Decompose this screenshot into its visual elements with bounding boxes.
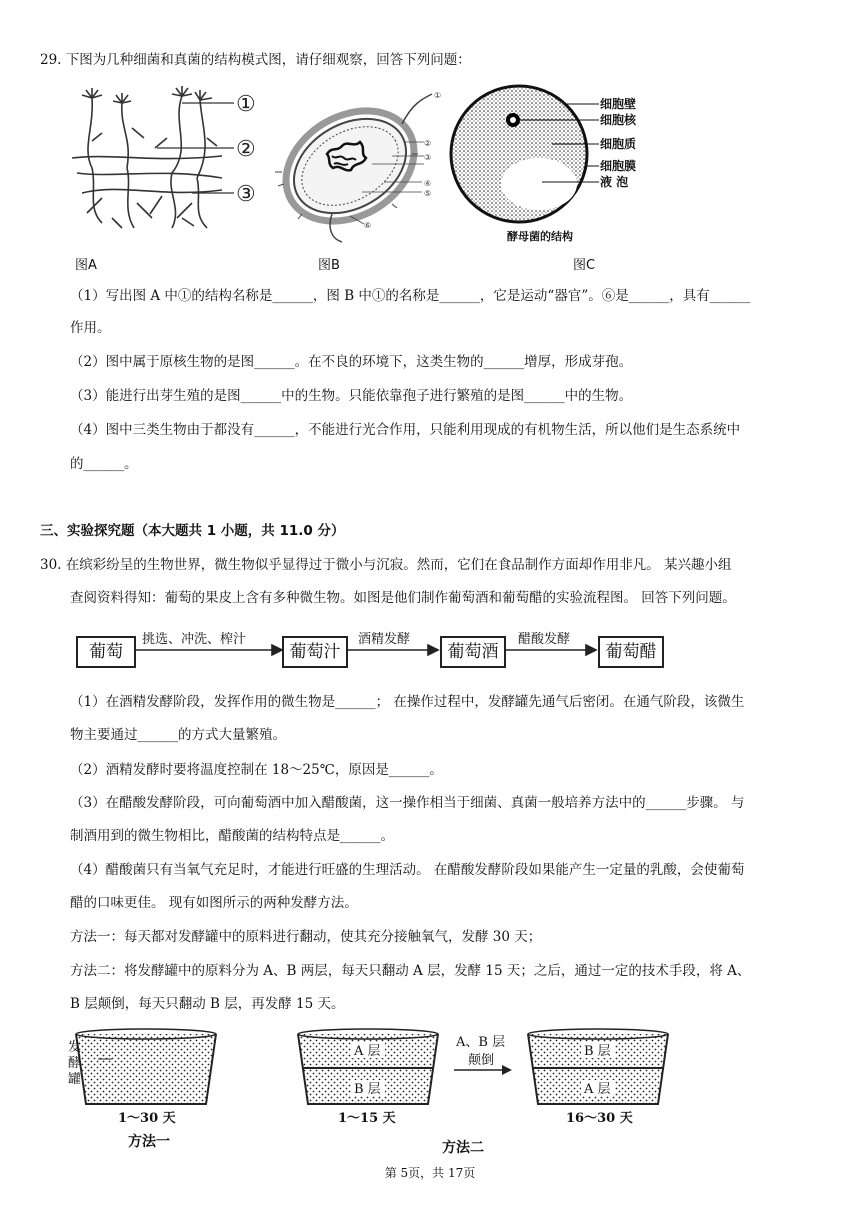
figc-vacuole: 液 泡 [600, 175, 629, 189]
q30-sub3-line1: （3）在醋酸发酵阶段，可向葡萄酒中加入醋酸菌，这一操作相当于细菌、真菌一般培养方法中的______步骤。 与 [70, 795, 745, 811]
q30-stem-line2: 查阅资料得知：葡萄的果皮上含有多种微生物。如图是他们制作葡萄酒和葡萄醋的实验流程图。 回答下列问题。 [70, 590, 736, 606]
section-title: 三、实验探究题（本大题共 1 小题，共 11.0 分） [40, 523, 345, 539]
flow-step-2: 酒精发酵 [358, 632, 411, 647]
figure-c-label: 图C [573, 258, 596, 273]
figa-mark-2: ② [236, 137, 256, 162]
page-footer: 第 5页，共 17页 [384, 1166, 476, 1180]
q30-sub1-line2: 物主要通过______的方式大量繁殖。 [70, 727, 286, 743]
figa-mark-3: ③ [236, 182, 256, 207]
q29-stem: 29. 下图为几种细菌和真菌的结构模式图，请仔细观察，回答下列问题： [40, 52, 471, 68]
fermentation-methods-figure [66, 1024, 636, 1164]
figc-nucleus: 细胞核 [600, 113, 637, 127]
figure-b-label: 图B [318, 258, 340, 273]
arrow-top-label: A、B 层 [456, 1035, 506, 1050]
figb-mark-4: ④ [424, 179, 432, 188]
figb-mark-3: ③ [424, 153, 432, 162]
layer-a-before: A 层 [354, 1044, 381, 1059]
flow-box-wine: 葡萄酒 [440, 636, 506, 668]
method2-caption: 方法二 [442, 1140, 484, 1156]
q29-sub1-line1: （1）写出图 A 中①的结构名称是______，图 B 中①的名称是______，它是运动“器官”。⑥是______，具有______ [70, 288, 751, 304]
q30-method2-line2: B 层颠倒，每天只翻动 B 层，再发酵 15 天。 [70, 996, 345, 1012]
q30-sub4-line1: （4）醋酸菌只有当氧气充足时，才能进行旺盛的生理活动。 在醋酸发酵阶段如果能产生一定量的乳酸，会使葡萄 [70, 862, 745, 878]
q30-stem-line1: 30. 在缤彩纷呈的生物世界，微生物似乎显得过于微小与沉寂。然而，它们在食品制作方面却作用非凡。 某兴趣小组 [40, 557, 732, 573]
figc-membrane: 细胞膜 [600, 159, 637, 173]
layer-b-before: B 层 [354, 1082, 381, 1097]
layer-b-after: B 层 [584, 1044, 611, 1059]
figure-c-yeast [447, 82, 637, 250]
figc-caption: 酵母菌的结构 [507, 230, 573, 243]
figb-mark-6: ⑥ [364, 221, 372, 230]
days-method1: 1～30 天 [118, 1111, 176, 1126]
q30-sub1-line1: （1）在酒精发酵阶段，发挥作用的微生物是______； 在操作过程中，发酵罐先通气后密闭。在通气阶段，该微生 [70, 694, 745, 710]
figb-mark-5: ⑤ [424, 189, 432, 198]
tank-method-1 [76, 1029, 216, 1104]
q29-sub4-line1: （4）图中三类生物由于都没有______，不能进行光合作用，只能利用现成的有机物生活，所以他们是生态系统中 [70, 422, 741, 438]
flow-step-1: 挑选、冲洗、榨汁 [142, 632, 247, 647]
method1-caption: 方法一 [128, 1134, 170, 1150]
figc-cell-wall: 细胞壁 [600, 97, 637, 111]
q29-sub1-line2: 作用。 [70, 320, 111, 336]
days-method2b: 16～30 天 [566, 1111, 633, 1126]
q30-method2-line1: 方法二：将发酵罐中的原料分为 A、B 两层，每天只翻动 A 层，发酵 15 天；之后，通过一定的技术手段，将 A、 [70, 963, 751, 979]
layer-a-after: A 层 [584, 1082, 611, 1097]
days-method2a: 1～15 天 [338, 1111, 396, 1126]
figure-a-label: 图A [75, 258, 97, 273]
figb-mark-1: ① [434, 91, 442, 100]
q30-sub4-line2: 醋的口味更佳。 现有如图所示的两种发酵方法。 [70, 895, 358, 911]
q29-sub3: （3）能进行出芽生殖的是图______中的生物。只能依靠孢子进行繁殖的是图______中的生物。 [70, 388, 633, 404]
q30-sub2: （2）酒精发酵时要将温度控制在 18～25℃，原因是______。 [70, 762, 443, 778]
flow-box-vinegar: 葡萄醋 [598, 636, 664, 668]
q29-sub4-line2: 的______。 [70, 456, 138, 472]
q29-sub2: （2）图中属于原核生物的是图______。在不良的环境下，这类生物的______增厚，形成芽孢。 [70, 354, 633, 370]
q30-method1: 方法一：每天都对发酵罐中的原料进行翻动，使其充分接触氧气，发酵 30 天； [70, 929, 542, 945]
flow-box-grape: 葡萄 [76, 636, 136, 668]
arrow-bottom-label: 颠倒 [468, 1053, 495, 1068]
figb-mark-2: ② [424, 139, 432, 148]
flow-box-juice: 葡萄汁 [282, 636, 348, 668]
q30-sub3-line2: 制酒用到的微生物相比，醋酸菌的结构特点是______。 [70, 828, 394, 844]
figc-cytoplasm: 细胞质 [600, 137, 637, 151]
tank-label: 发酵罐 [68, 1040, 82, 1087]
figure-b-bacterium [272, 84, 447, 244]
flow-step-3: 醋酸发酵 [518, 632, 571, 647]
figa-mark-1: ① [236, 92, 256, 117]
figure-a-mold [72, 78, 272, 243]
